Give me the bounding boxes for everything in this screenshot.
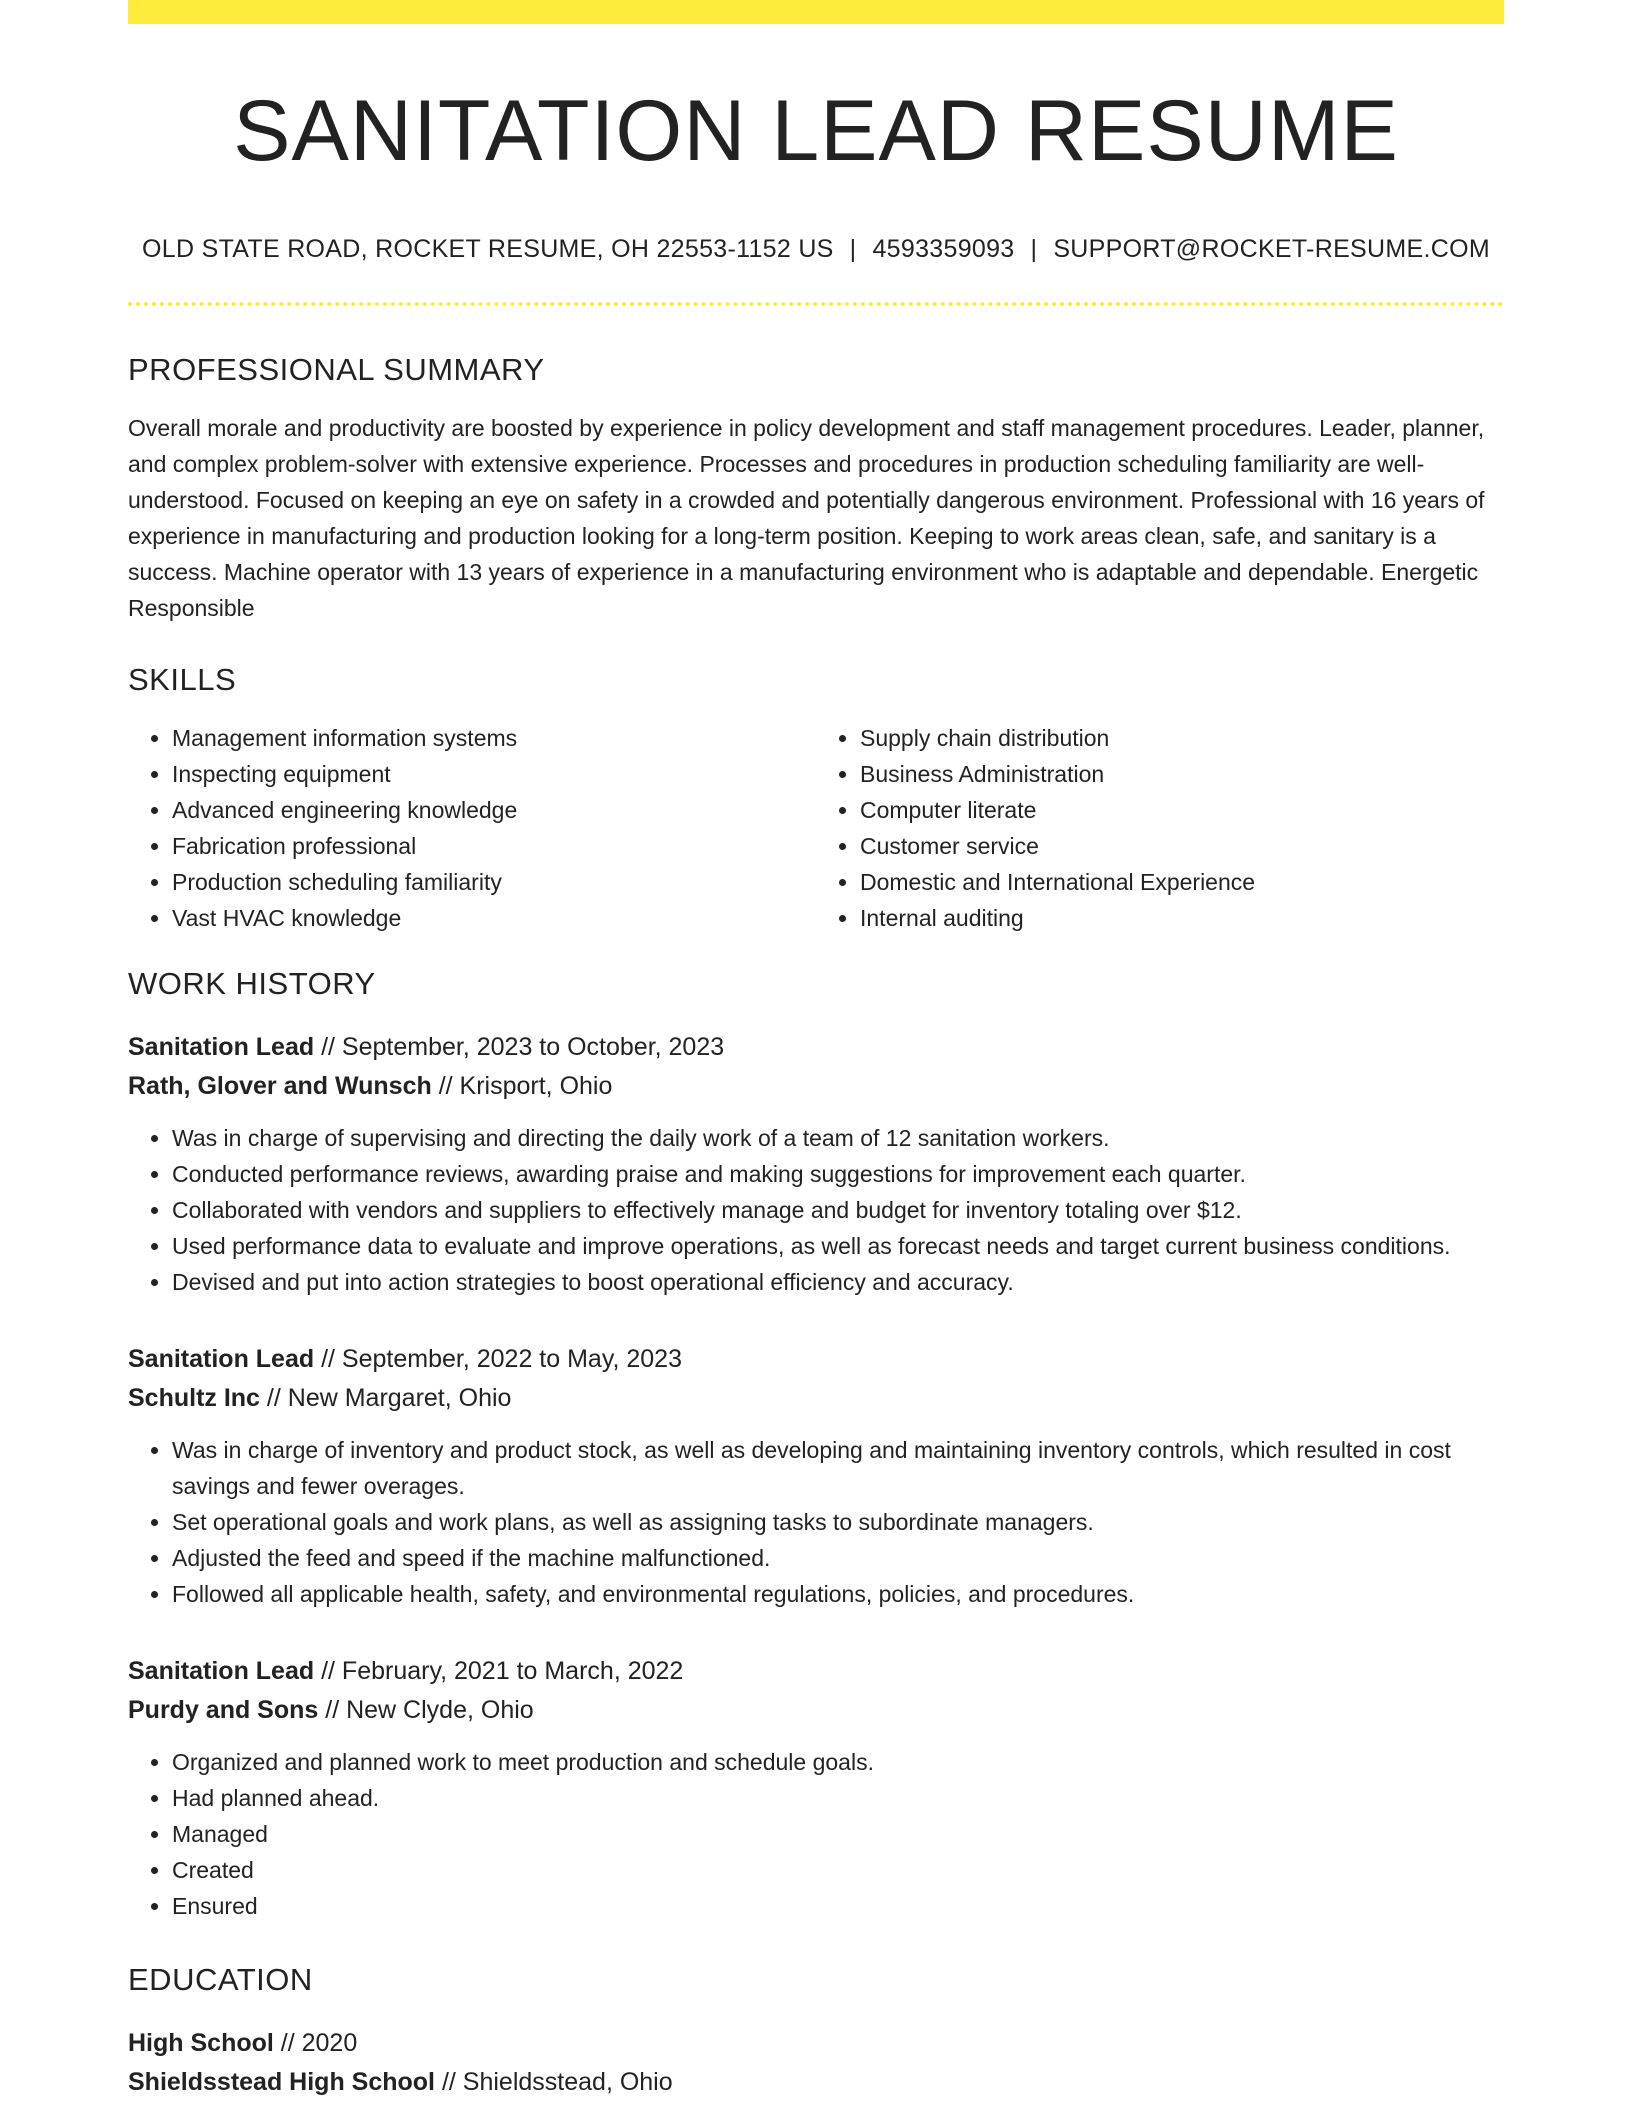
skills-list-left	[128, 720, 816, 936]
job-company: Schultz Inc	[128, 1383, 260, 1412]
job-entry	[128, 1028, 1504, 1300]
job-dates: // February, 2021 to March, 2022	[321, 1656, 684, 1685]
job-role: Sanitation Lead	[128, 1656, 315, 1685]
education-entry	[128, 2024, 1504, 2102]
job-bullet: • Collaborated with vendors and suppliers to effectively manage and budget for inventory totaling over $12.	[172, 1192, 1504, 1228]
skills-heading: SKILLS	[128, 661, 237, 697]
contact-separator: |	[1030, 234, 1038, 263]
job-location: // New Clyde, Ohio	[325, 1695, 534, 1724]
job-entry	[128, 1340, 1504, 1612]
job-role: Sanitation Lead	[128, 1032, 315, 1061]
education-school: Shieldsstead High School	[128, 2067, 435, 2096]
skill-item: • Computer literate	[860, 792, 1504, 828]
job-company-line	[128, 1067, 1504, 1106]
summary-text: Overall morale and productivity are boosted by experience in policy development and staff management procedures. Leader, planner, and complex problem-solver with extensive experience. Processes and procedures in production scheduling familiarity are well-understood. Focused on keeping an eye on safety in a crowded and potentially dangerous environment. Professional with 16 years of experience in manufacturing and production looking for a long-term position. Keeping to work areas clean, safe, and sanitary is a success. Machine operator with 13 years of experience in a manufacturing environment who is adaptable and dependable. Energetic Responsible	[128, 414, 1485, 621]
job-company-line	[128, 1379, 1504, 1418]
job-bullet: • Ensured	[172, 1888, 1504, 1924]
skills-columns	[128, 720, 1504, 936]
skill-item: • Domestic and International Experience	[860, 864, 1504, 900]
accent-top-bar	[128, 0, 1504, 24]
contact-email: SUPPORT@ROCKET-RESUME.COM	[1053, 234, 1490, 263]
job-bullets	[128, 1744, 1504, 1924]
work-history-heading: WORK HISTORY	[128, 965, 376, 1001]
job-role: Sanitation Lead	[128, 1344, 315, 1373]
job-bullet: • Was in charge of inventory and product stock, as well as developing and maintaining inventory controls, which resulted in cost savings and fewer overages.	[172, 1432, 1504, 1504]
skill-item: • Production scheduling familiarity	[172, 864, 816, 900]
education-school-line	[128, 2063, 1504, 2102]
education-heading: EDUCATION	[128, 1961, 313, 1997]
summary-heading: PROFESSIONAL SUMMARY	[128, 351, 545, 387]
job-company: Rath, Glover and Wunsch	[128, 1071, 432, 1100]
job-dates: // September, 2023 to October, 2023	[321, 1032, 725, 1061]
education-degree: High School	[128, 2028, 274, 2057]
job-location: // New Margaret, Ohio	[266, 1383, 512, 1412]
skill-item: • Customer service	[860, 828, 1504, 864]
job-entry	[128, 1652, 1504, 1924]
job-bullet: • Conducted performance reviews, awarding praise and making suggestions for improvement each quarter.	[172, 1156, 1504, 1192]
job-bullet: • Had planned ahead.	[172, 1780, 1504, 1816]
dotted-divider	[128, 302, 1504, 306]
job-dates: // September, 2022 to May, 2023	[321, 1344, 682, 1373]
skill-item: • Vast HVAC knowledge	[172, 900, 816, 936]
job-role-line	[128, 1028, 1504, 1067]
contact-phone: 4593359093	[872, 234, 1015, 263]
job-bullets	[128, 1432, 1504, 1612]
job-bullet: • Created	[172, 1852, 1504, 1888]
job-location: // Krisport, Ohio	[438, 1071, 613, 1100]
resume-title: SANITATION LEAD RESUME	[233, 83, 1399, 179]
education-year: // 2020	[280, 2028, 358, 2057]
skill-item: • Supply chain distribution	[860, 720, 1504, 756]
skill-item: • Fabrication professional	[172, 828, 816, 864]
job-bullet: • Adjusted the feed and speed if the machine malfunctioned.	[172, 1540, 1504, 1576]
contact-line	[128, 235, 1504, 264]
education-location: // Shieldsstead, Ohio	[441, 2067, 673, 2096]
skill-item: • Inspecting equipment	[172, 756, 816, 792]
job-bullet: • Was in charge of supervising and directing the daily work of a team of 12 sanitation workers.	[172, 1120, 1504, 1156]
education-degree-line	[128, 2024, 1504, 2063]
job-bullet: • Devised and put into action strategies to boost operational efficiency and accuracy.	[172, 1264, 1504, 1300]
job-company: Purdy and Sons	[128, 1695, 319, 1724]
skill-item: • Advanced engineering knowledge	[172, 792, 816, 828]
skill-item: • Business Administration	[860, 756, 1504, 792]
job-bullets	[128, 1120, 1504, 1300]
job-role-line	[128, 1340, 1504, 1379]
job-company-line	[128, 1691, 1504, 1730]
job-role-line	[128, 1652, 1504, 1691]
contact-address: OLD STATE ROAD, ROCKET RESUME, OH 22553-1152 US	[142, 234, 834, 263]
job-bullet: • Managed	[172, 1816, 1504, 1852]
job-bullet: • Followed all applicable health, safety, and environmental regulations, policies, and procedures.	[172, 1576, 1504, 1612]
job-bullet: • Used performance data to evaluate and improve operations, as well as forecast needs and target current business conditions.	[172, 1228, 1504, 1264]
job-bullet: • Organized and planned work to meet production and schedule goals.	[172, 1744, 1504, 1780]
job-bullet: • Set operational goals and work plans, as well as assigning tasks to subordinate managers.	[172, 1504, 1504, 1540]
skills-list-right	[816, 720, 1504, 936]
contact-separator: |	[849, 234, 857, 263]
resume-page	[128, 0, 1504, 2102]
skill-item: • Management information systems	[172, 720, 816, 756]
skill-item: • Internal auditing	[860, 900, 1504, 936]
